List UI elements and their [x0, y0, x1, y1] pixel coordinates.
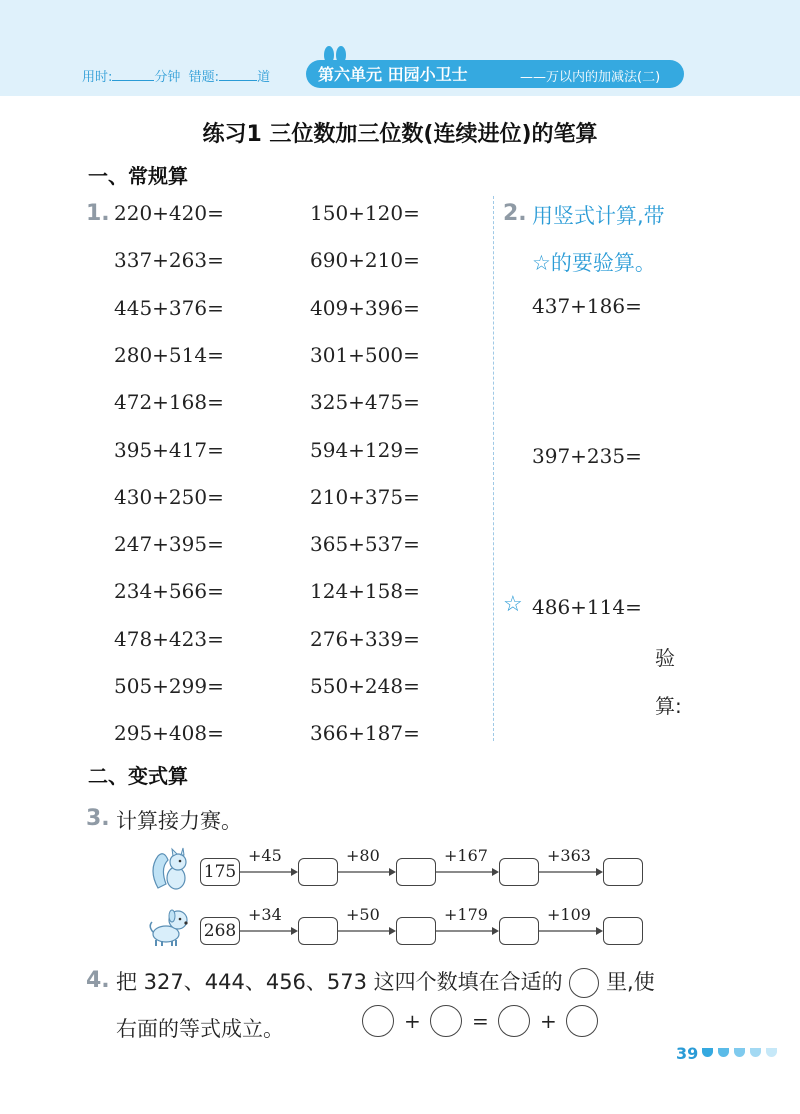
relay-2-arrowhead-4: [596, 927, 603, 935]
circle-symbol: [569, 968, 599, 998]
relay-2-arrowhead-3: [492, 927, 499, 935]
question-2-equation-3: 486+114=: [532, 595, 642, 619]
relay-2-answer-box-1[interactable]: [298, 917, 338, 945]
q1-equation-right-10: 276+339=: [310, 626, 420, 651]
relay-1-arrowhead-1: [291, 868, 298, 876]
q1-equation-left-3: 445+376=: [114, 295, 224, 320]
relay-1-answer-box-4[interactable]: [603, 858, 643, 886]
relay-2-step-label-2: +50: [346, 905, 380, 924]
question-4-number: 4.: [86, 968, 110, 993]
plus-sign-2: +: [540, 1009, 557, 1033]
q1-equation-left-2: 337+263=: [114, 248, 224, 273]
q1-equation-left-4: 280+514=: [114, 342, 224, 367]
question-2-equation-1: 437+186=: [532, 294, 642, 318]
q1-equation-left-11: 505+299=: [114, 674, 224, 698]
question-4-text-a: 把 327、444、456、573 这四个数填在合适的: [116, 970, 563, 994]
relay-2-start-box: 268: [200, 917, 240, 945]
q1-equation-left-9: 234+566=: [114, 579, 224, 604]
q1-equation-right-4: 301+500=: [310, 342, 420, 367]
relay-1-step-label-2: +80: [346, 846, 380, 865]
q1-equation-right-7: 210+375=: [310, 484, 420, 509]
relay-2-arrowhead-2: [389, 927, 396, 935]
q1-equation-left-10: 478+423=: [114, 626, 224, 651]
answer-circle-2[interactable]: [430, 1005, 462, 1037]
answer-circle-1[interactable]: [362, 1005, 394, 1037]
q1-equation-right-2: 690+210=: [310, 248, 420, 273]
q1-equation-left-8: 247+395=: [114, 532, 224, 557]
plus-sign-1: +: [404, 1009, 421, 1033]
question-2-equation-2: 397+235=: [532, 444, 642, 468]
equals-sign: =: [472, 1009, 489, 1033]
errors-label: 错题:: [188, 70, 220, 85]
question-2-instruction-line2: ☆的要验算。: [532, 251, 656, 275]
q1-equation-left-7: 430+250=: [114, 484, 224, 509]
relay-2-arrowhead-1: [291, 927, 298, 935]
relay-2-answer-box-2[interactable]: [396, 917, 436, 945]
q1-equation-left-6: 395+417=: [114, 437, 224, 462]
q1-equation-right-3: 409+396=: [310, 295, 420, 320]
relay-1-answer-box-1[interactable]: [298, 858, 338, 886]
minute-label: 分钟: [154, 70, 181, 85]
relay-2-step-label-3: +179: [444, 905, 488, 924]
q1-equation-right-11: 550+248=: [310, 674, 420, 698]
relay-1-step-label-1: +45: [248, 846, 282, 865]
relay-1-answer-box-2[interactable]: [396, 858, 436, 886]
relay-1-step-label-3: +167: [444, 846, 488, 865]
relay-1-answer-box-3[interactable]: [499, 858, 539, 886]
time-label: 用时:: [82, 70, 113, 85]
relay-1-arrowhead-3: [492, 868, 499, 876]
relay-1-arrowhead-4: [596, 868, 603, 876]
q1-equation-right-5: 325+475=: [310, 390, 420, 415]
q1-equation-right-1: 150+120=: [310, 201, 420, 225]
relay-2-step-label-1: +34: [248, 905, 282, 924]
lesson-title: 练习1 三位数加三位数(连续进位)的笔算: [202, 122, 598, 147]
section-heading-variant: 二、变式算: [88, 764, 188, 788]
question-3-number: 3.: [86, 806, 110, 831]
page-number: 39: [676, 1044, 699, 1063]
question-4-text-b: 里,使: [606, 970, 655, 994]
relay-1-start-box: 175: [200, 858, 240, 886]
q1-equation-left-1: 220+420=: [114, 201, 224, 225]
item-label: 道: [257, 70, 271, 85]
question-1-number: 1.: [86, 201, 110, 226]
answer-circle-4[interactable]: [566, 1005, 598, 1037]
q1-equation-right-8: 365+537=: [310, 532, 420, 557]
relay-1-arrowhead-2: [389, 868, 396, 876]
q1-equation-left-5: 472+168=: [114, 390, 224, 415]
verify-label-1: 验: [655, 646, 675, 670]
verify-label-2: 算:: [655, 694, 682, 718]
question-3-instruction: 计算接力赛。: [116, 809, 242, 833]
question-2-number: 2.: [503, 201, 527, 226]
q1-equation-right-9: 124+158=: [310, 579, 420, 604]
relay-1-step-label-4: +363: [547, 846, 591, 865]
relay-2-answer-box-4[interactable]: [603, 917, 643, 945]
section-heading-routine: 一、常规算: [88, 164, 188, 188]
star-icon: ☆: [503, 592, 523, 617]
answer-circle-3[interactable]: [498, 1005, 530, 1037]
q1-equation-left-12: 295+408=: [114, 721, 224, 746]
q1-equation-right-6: 594+129=: [310, 437, 420, 462]
question-4-instruction-line2: 右面的等式成立。: [116, 1017, 284, 1041]
relay-2-step-label-4: +109: [547, 905, 591, 924]
unit-title: 第六单元 田园小卫士: [318, 65, 468, 84]
question-4-instruction-line1: [116, 966, 655, 998]
question-2-instruction-line1: 用竖式计算,带: [532, 204, 665, 228]
relay-2-answer-box-3[interactable]: [499, 917, 539, 945]
unit-subtitle: ——万以内的加减法(二): [520, 70, 661, 85]
q1-equation-right-12: 366+187=: [310, 721, 420, 746]
